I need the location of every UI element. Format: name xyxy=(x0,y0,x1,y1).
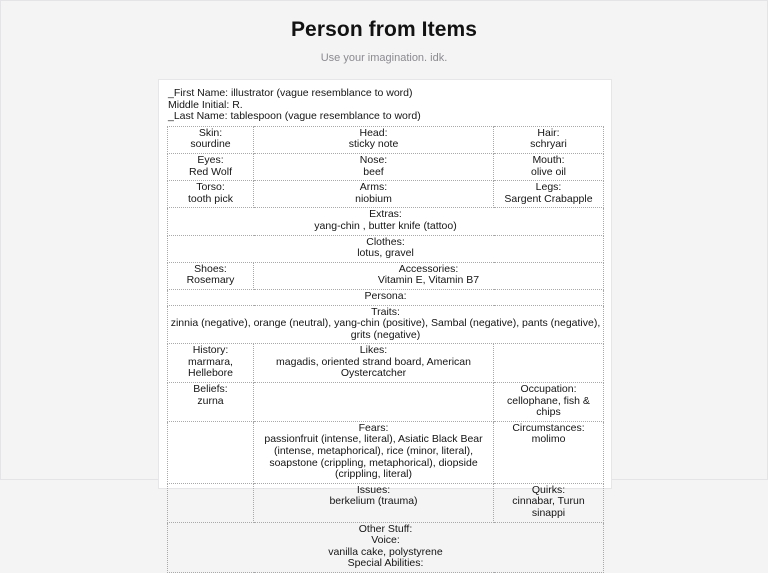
table-row xyxy=(168,262,604,289)
cell-label: Traits: xyxy=(371,305,400,318)
cell-legs xyxy=(494,181,604,208)
cell-label: Nose: xyxy=(359,153,388,166)
cell-value: passionfruit (intense, literal), Asiatic Black Bear (intense, metaphorical), rice (minor, literal), soapstone (crippling, metaphorical), diopside (crippling, literal) xyxy=(264,433,483,481)
table-row xyxy=(168,235,604,262)
cell-value: sourdine xyxy=(190,138,231,151)
cell-value: zurna xyxy=(197,394,224,407)
cell-value: Rosemary xyxy=(186,274,235,287)
cell-empty xyxy=(494,344,604,383)
table-row xyxy=(168,483,604,522)
cell-issues xyxy=(254,483,494,522)
cell-label: Voice: xyxy=(371,534,400,547)
cell-eyes xyxy=(168,153,254,180)
cell-label: Eyes: xyxy=(197,153,224,166)
character-sheet-table xyxy=(167,126,604,573)
cell-value: olive oil xyxy=(530,165,567,178)
cell-label: Head: xyxy=(359,126,388,139)
table-row xyxy=(168,126,604,153)
page-title: Person from Items xyxy=(290,18,478,41)
cell-other-stuff xyxy=(168,522,604,572)
cell-quirks xyxy=(494,483,604,522)
cell-label: Arms: xyxy=(359,181,388,194)
cell-head xyxy=(254,126,494,153)
cell-label: Legs: xyxy=(535,181,562,194)
section-header: Persona: xyxy=(364,289,407,302)
cell-value: cellophane, fish & chips xyxy=(507,394,590,419)
cell-history xyxy=(168,344,254,383)
cell-extras xyxy=(168,208,604,235)
cell-arms xyxy=(254,181,494,208)
cell-value: beef xyxy=(363,165,384,178)
cell-value: molimo xyxy=(531,433,566,446)
cell-label: Fears: xyxy=(358,421,389,434)
first-name-line: _First Name: illustrator (vague resemblance to word) xyxy=(168,87,413,99)
cell-fears xyxy=(254,421,494,483)
section-header: Other Stuff: xyxy=(358,522,413,535)
cell-circumstances xyxy=(494,421,604,483)
table-row xyxy=(168,522,604,572)
cell-value: zinnia (negative), orange (neutral), yang-chin (positive), Sambal (negative), pants (negative), grits (negative) xyxy=(170,317,601,341)
cell-label: Extras: xyxy=(369,208,402,221)
cell-value: berkelium (trauma) xyxy=(329,495,418,508)
cell-beliefs xyxy=(168,383,254,422)
cell-value: yang-chin , butter knife (tattoo) xyxy=(314,219,457,232)
cell-label: Accessories: xyxy=(398,262,459,275)
last-name-line: _Last Name: tablespoon (vague resemblance to word) xyxy=(168,110,421,123)
cell-label: Mouth: xyxy=(532,153,565,166)
cell-label: History: xyxy=(192,344,229,357)
cell-skin xyxy=(168,126,254,153)
cell-value: sticky note xyxy=(348,138,399,151)
page-subtitle: Use your imagination. idk. xyxy=(320,52,448,64)
cell-value: Sargent Crabapple xyxy=(504,192,593,205)
cell-likes xyxy=(254,344,494,383)
table-row xyxy=(168,383,604,422)
table-row xyxy=(168,305,604,344)
cell-label: Clothes: xyxy=(366,235,405,248)
table-row xyxy=(168,344,604,383)
name-block xyxy=(167,88,603,123)
cell-label: Issues: xyxy=(356,483,391,496)
table-row xyxy=(168,181,604,208)
table-row xyxy=(168,289,604,305)
cell-label: Skin: xyxy=(198,126,223,139)
cell-label: Quirks: xyxy=(531,483,566,496)
table-row xyxy=(168,208,604,235)
cell-empty xyxy=(254,383,494,422)
cell-occupation xyxy=(494,383,604,422)
cell-empty xyxy=(168,421,254,483)
table-row xyxy=(168,421,604,483)
cell-value: vanilla cake, polystyrene xyxy=(328,545,443,558)
cell-label: Torso: xyxy=(196,181,225,194)
cell-hair xyxy=(494,126,604,153)
table-row xyxy=(168,153,604,180)
cell-accessories xyxy=(254,262,604,289)
cell-label: Hair: xyxy=(537,126,560,139)
cell-value: tooth pick xyxy=(188,192,233,205)
cell-label: Occupation: xyxy=(520,383,577,396)
cell-value: marmara, Hellebore xyxy=(188,355,233,380)
cell-label: Shoes: xyxy=(194,262,227,275)
cell-traits xyxy=(168,305,604,344)
cell-value: Red Wolf xyxy=(189,165,232,178)
cell-persona-header xyxy=(168,289,604,305)
cell-torso xyxy=(168,181,254,208)
cell-label: Beliefs: xyxy=(193,383,228,396)
cell-empty xyxy=(168,483,254,522)
cell-clothes xyxy=(168,235,604,262)
cell-shoes xyxy=(168,262,254,289)
cell-nose xyxy=(254,153,494,180)
cell-value: niobium xyxy=(355,192,392,205)
middle-initial-line: Middle Initial: R. xyxy=(168,98,243,111)
cell-value: lotus, gravel xyxy=(357,247,414,260)
cell-value: cinnabar, Turun sinappi xyxy=(512,495,585,519)
cell-label: Special Abilities: xyxy=(347,557,424,570)
character-sheet-card xyxy=(158,79,612,570)
cell-label: Circumstances: xyxy=(512,421,585,434)
cell-mouth xyxy=(494,153,604,180)
cell-value: schryari xyxy=(530,138,567,151)
cell-value: magadis, oriented strand board, American Oystercatcher xyxy=(276,355,471,380)
cell-value: Vitamin E, Vitamin B7 xyxy=(377,274,480,287)
cell-label: Likes: xyxy=(359,344,388,357)
